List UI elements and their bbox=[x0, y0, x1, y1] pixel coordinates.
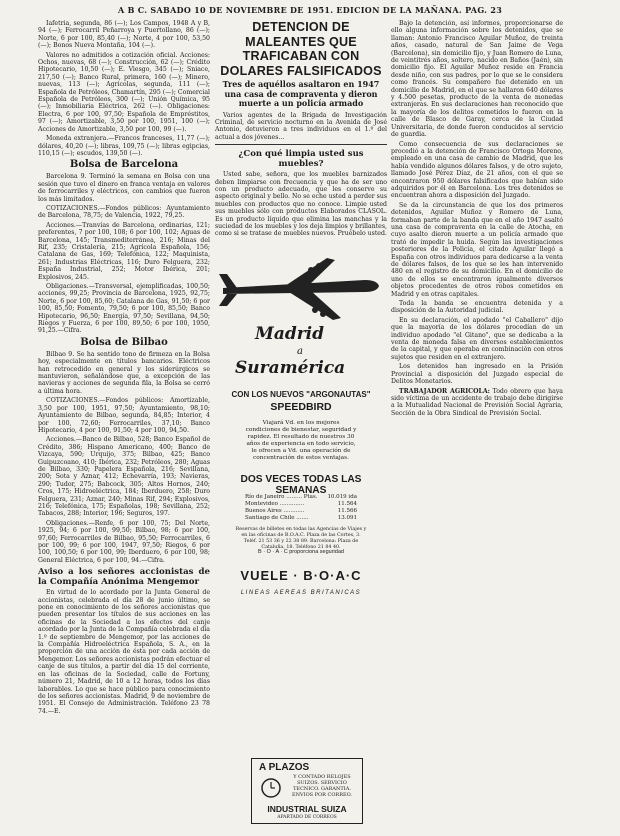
industrial-suiza-advertisement bbox=[215, 754, 387, 826]
section-heading-bilbao: Bolsa de Bilbao bbox=[80, 336, 168, 348]
paragraph: Acciones.—Banco de Bilbao, 528; Banco Español de Crédito, 386; Hispano Americano, 400; Banco de Vizcaya, 590; Urquijo, 375; Bilbao, 425; Banco Guipuzcoano, 410; Ibérica, 232; Petróleos, 280; Aguas de Bilbao, 330; Papelera Española, 216; Sevillana, 200; Sota y Aznar, 412; Echevarría, 193; Navieras, 290; Tudor, 275; Babcock, 305; Altos Hornos, 240; Cros, 175; Hidroeléctrica, 184; Iberduero, 258; Duro Felguera, 231; Aznar, 240; Minas Rif, 294; Explosivos, 216; Telefónica, 175; Españolas, 198; Sevillana, 252; Tabacos, 288; Interior, 196; Seguros, 197. bbox=[38, 436, 210, 518]
paragraph: Acciones.—Tranvías de Barcelona, ordinarias, 121; preferentes, 7 por 100, 108; 6 por 100, 102; Aguas de Barcelona, 145; Transmediterránea, 216; Minas del Rif, 235; Cristalería, 215; Agrícola Española, 156; Catalana de Gas, 169; Telefónica, 122; Maquinista, 261; Industrias Eléctricas, 116; Duro Felguera, 232; España Industrial, 252; Motor Ibérica, 201; Explosivos, 245. bbox=[38, 221, 210, 281]
route-row: Montevideo .............. 11.564 bbox=[245, 501, 357, 507]
paragraph: Varios agentes de la Brigada de Investigación Criminal, de servicio nocturno en la Avenida de José Antonio, detuvieron a tres individuos en el 1.º del actual a dos jóvenes... bbox=[215, 111, 387, 141]
paragraph: Como consecuencia de sus declaraciones se procedió a la detención de Francisco Ortega Moreno, empleado en una casa de cambio de Madrid, que les había vendido algunos dólares falsos, y de otro sujeto, llamado José Pérez Díaz, de 21 años, con el que se encontraron 950 dólares falsificados que habían sido adquiridos por él en Barcelona. Los tres detenidos se encuentran ahora a disposición del Juzgado. bbox=[391, 140, 563, 200]
ad-plazos: A PLAZOS bbox=[259, 762, 310, 773]
paragraph: En virtud de lo acordado por la Junta General de accionistas, celebrada el día 28 de junio último, se pone en conocimiento de los señores accionistas que pueden presentar los títulos de sus acciones en las oficinas de la Sociedad a los efectos del canje acordado por la Junta de la Compañía celebrada el día 1.º de septiembre de Mengemor, por las acciones de la Compañía Hidroeléctrica Española, S. A., en la proporción de una acción de ésta por cada acción de Mengemor. Los señores accionistas podrán efectuar el canje de sus títulos, a partir del día 15 del corriente, en las oficinas de la Sociedad, calle de Fortuny, número 21, Madrid, de 10 a 12 horas, todos los días laborables. Lo que se hace público para conocimiento de los señores accionistas. Madrid, 9 de noviembre de 1951. El Consejo de Administración. Teléfono 23 78 74.—E. bbox=[38, 589, 210, 715]
ad-argonautas: CON LOS NUEVOS "ARGONAUTAS" bbox=[231, 390, 371, 399]
ad-lineas: LINEAS AEREAS BRITANICAS bbox=[240, 590, 362, 596]
header-text: A B C. SABADO 10 DE NOVIEMBRE DE 1951. EDICION DE LA MAÑANA. PAG. 23 bbox=[118, 5, 503, 15]
paragraph: Bajo la detención, así informes, proporcionarse de ello alguna información sobre los detenidos, que se llaman: Antonio Francisco Aguilar Muñoz, de treinta años, casado, natural de San Jaime de Vega (Barcelona), sin domicilio fijo, y Juan Romero de Luna, de veintitrés años, soltero, nacido en Baños (Jaén), sin domicilio fijo. El Aguilar Muñoz reside en Francia desde niño, con sus padres, por lo que se le considera como francés. Su compañero fue detenido en un domicilio de Madrid, en el que se hallaron 640 dólares y 4.500 pesetas, producto de la venta de monedas extranjeras. En sus declaraciones han reconocido que la mayoría de los delitos cometidos lo fueron en la calle de Blasco de Garay, cerca de la Ciudad Universitaria, de donde fueron conducidos al servicio de guardia. bbox=[391, 20, 563, 139]
paragraph: Moneda extranjera.—Francos franceses, 11,77 (—); dólares, 40,20 (—); libras, 109,75 (—); libras egipcias, 110,15 (—); escudos, 139,50 (—). bbox=[38, 135, 210, 157]
paragraph: Los detenidos han ingresado en la Prisión Provincial a disposición del Juzgado especial de Delitos Monetarios. bbox=[391, 363, 563, 386]
ad-boac-tagline: B · O · A · C proporciona seguridad bbox=[258, 549, 344, 555]
paragraph-text: Todo obrero que haya sido víctima de un accidente de trabajo debe dirigirse a la Mutualidad Nacional de Previsión Social Agraria, Sección de la Obra Sindical de Previsión Social. bbox=[391, 387, 563, 417]
ad-industrial-suiza: INDUSTRIAL SUIZA bbox=[267, 804, 347, 814]
paragraph: Toda la banda se encuentra detenida y a disposición de la Autoridad judicial. bbox=[391, 300, 563, 315]
page-header bbox=[0, 0, 620, 18]
route-row: Río de Janeiro ......... Ptas. 10.019 ida bbox=[245, 494, 357, 500]
divider bbox=[215, 144, 387, 145]
ad-suramerica-text: Suramérica bbox=[235, 358, 346, 378]
column-right bbox=[391, 20, 563, 828]
paragraph: COTIZACIONES.—Fondos públicos: Amortizable, 3,50 por 100, 1951, 97,50; Ayuntamiento, 98,10; Ayuntamiento de Bilbao, segunda, 84,85; Interior, 4 por 100, 72,60; Ferrocarriles, 37,10; Banco Hipotecario, 4 por 100, 91,50; 4 por 100, 94,50. bbox=[38, 397, 210, 434]
heading-trabajador: TRABAJADOR AGRICOLA: bbox=[399, 387, 490, 395]
boac-advertisement bbox=[215, 254, 387, 614]
route-row: Santiago de Chile ....... 13.091 bbox=[245, 515, 357, 521]
ad-route-table bbox=[245, 494, 357, 522]
ad-fine-print: Reservas de billetes en todas las Agencias de Viajes y en las oficinas de B.O.A.C. Plaza de las Cortes, 3. Teléf. 21 53 36 y 22 38 89. Barcelona: Plaza de Cataluña, 18. Teléfono 21 84 40. bbox=[235, 527, 367, 550]
paragraph: Bilbao 9. Se ha sentido tono de firmeza en la Bolsa hoy, especialmente en títulos bancarios. Eléctricos han retrocedido en general y los siderúrgicos se mantuvieron, señalándose que, a excepción de las navieras y acciones de segunda fila, la Bolsa se cerró a última hora. bbox=[38, 350, 210, 395]
column-left bbox=[38, 20, 210, 828]
paragraph: Usted sabe, señora, que los muebles barnizados deben limpiarse con frecuencia y que ha de ser uno con un producto adecuado, que les conserve su aspecto original y bello. No se eche usted a perder sus muebles con productos que no conoce. Limpie usted sus muebles sólo con productos Elaborados CLASOL. Es un producto líquido que elimina las manchas y la suciedad de los muebles y los deja limpios y brillantes, como si se tratase de muebles nuevos. Pruébelo usted. bbox=[215, 171, 387, 238]
ad-body: Viajará Vd. en los mejores condiciones de bienestar, seguridad y rapidez. El resultado de nuestros 30 años de experiencia en todo servicio, le ofrecen a Vd. una operación de concentración de estos ventajas. bbox=[245, 420, 357, 461]
ad-speedbird: SPEEDBIRD bbox=[270, 401, 332, 413]
headline-maleantes: DETENCION DE MALEANTES QUE TRAFICABAN CON DOLARES FALSIFICADOS bbox=[220, 20, 382, 78]
ad-relojes: Y CONTADO RELOJES SUIZOS. SERVICIO TECNICO. GARANTIA. ENVIOS POR CORREO. bbox=[291, 774, 353, 798]
watch-icon bbox=[259, 776, 283, 800]
airplane-icon bbox=[215, 256, 387, 326]
paragraph: Valores no admitidos a cotización oficial. Acciones: Ochos, nuevas, 68 (—); Construcción, 62 (—); Crédito Hipotecario, 10,50 (—); E. Viesgo, 345 (—); Sniace, 217,50 (—); Banco Rural, primera, 160 (—); Minero, nuevas, 113 (—); Agrícolas, segunda, 111 (—); Española de Petróleos, Chamartín, 295 (—); Comercial Española de Petróleos, 300 (—); Unión Química, 95 (—); Inmobiliaria Eléctrica, 262 (—). Obligaciones: Electra, 6 por 100, 97,50; Española de Empréstitos, 97 (—); Amortizable, 3,50 por 100, 1951, 100 (—); Acciones de Amortizable, 3,50 por 100, 99 (—). bbox=[38, 51, 210, 133]
ad-madrid-text: Madrid bbox=[255, 324, 325, 344]
section-heading-barcelona: Bolsa de Barcelona bbox=[69, 159, 179, 171]
paragraph: Iafetria, segunda, 86 (—); Los Campos, 1948 A y B, 94 (—); Ferrocarril Peñarroya y Puertollano, 86 (—); Norte, 6 por 100, 85,40 (—); Norte, 4 por 100, 53,50 (—); Bonos Nueva Montaña, 104 (—). bbox=[38, 20, 210, 50]
paragraph: Barcelona 9. Terminó la semana en Bolsa con una sesión que tuvo el dinero en franca ventaja en valores de ferrocarriles y eléctricos, con cambios que fueron los más limitados. bbox=[38, 173, 210, 203]
ad-a-text: a bbox=[297, 346, 303, 357]
paragraph: COTIZACIONES.—Fondos públicos: Ayuntamiento de Barcelona, 78,75; de Valencia, 1922, 79,25. bbox=[38, 204, 210, 220]
paragraph: Obligaciones.—Renfe, 6 por 100, 75; Del Norte, 1925, 94; 6 por 100, 99,50; Bilbao, 98; 6 por 100, 97,60; Ferrocarriles de Bilbao, 95,50; Ferrocarriles, 6 por 100, 99; 6 por 100, 1947, 97,50; Riegos, 6 por 100, 100,50; 6 por 100, 99; Iberduero, 6 por 100, 98; General Eléctrica, 6 por 100, 94.—Cifra. bbox=[38, 519, 210, 564]
paragraph bbox=[391, 388, 563, 418]
paragraph: En su declaración, el apodado "el Caballero" dijo que la mayoría de los dólares procedían de un individuo apodado "el Gitano", que se dedicaba a la venta de moneda falsa en diversos establecimientos de la capital, y que operaba en combinación con otros sujetos que residen en el extranjero. bbox=[391, 316, 563, 361]
subheadline: Tres de aquéllos asaltaron en 1947 una casa de compraventa y dieron muerte a un policía armado bbox=[222, 79, 380, 108]
route-row: Buenos Aires ............ 11.566 bbox=[245, 508, 357, 514]
ad-weeks: DOS VECES TODAS LAS SEMANAS bbox=[240, 474, 362, 496]
ad-heading-muebles: ¿Con qué limpia usted sus muebles? bbox=[238, 149, 364, 170]
section-heading-aviso: Aviso a los señores accionistas de la Compañía Anónima Mengemor bbox=[38, 567, 210, 588]
paragraph: Se da la circunstancia de que los dos primeros detenidos, Aguilar Muñoz y Romero de Luna, formaban parte de la banda que en el año 1947 asaltó una casa de compraventa en la calle de Atocha, en cuyo asalto dieron muerte a un policía armado que trató de impedir la huida. Según las investigaciones posteriores de la Policía, el citado Aguilar llegó a España con otros individuos para dedicarse a la venta de dólares falsos, de los que se les han intervenido 480 en el registro de su domicilio. En el domicilio de uno de ellos se encontraron igualmente diversos objetos procedentes de otros robos cometidos en Madrid y en otras capitales. bbox=[391, 201, 563, 298]
ad-apartado: APARTADO DE CORREOS bbox=[277, 815, 337, 820]
paragraph: Obligaciones.—Transversal, ejemplificadas, 100,50; acciones, 99,25; Provincia de Barcelona, 1925, 92,75; Norte, 6 por 100, 85,60; Catalana de Gas, 91,50; 6 por 100, 85,50; Fomento, 79,50; 6 por 100, 85,50; Banco Hipotecario, 96,50; Energía, 97,50; Sevillana, 94,50; Riegos y Fuerza, 6 por 100, 89,50; 6 por 100, 1950, 91,25.—Cifra. bbox=[38, 283, 210, 335]
ad-vuele-boac: VUELE · B·O·A·C bbox=[240, 568, 362, 583]
